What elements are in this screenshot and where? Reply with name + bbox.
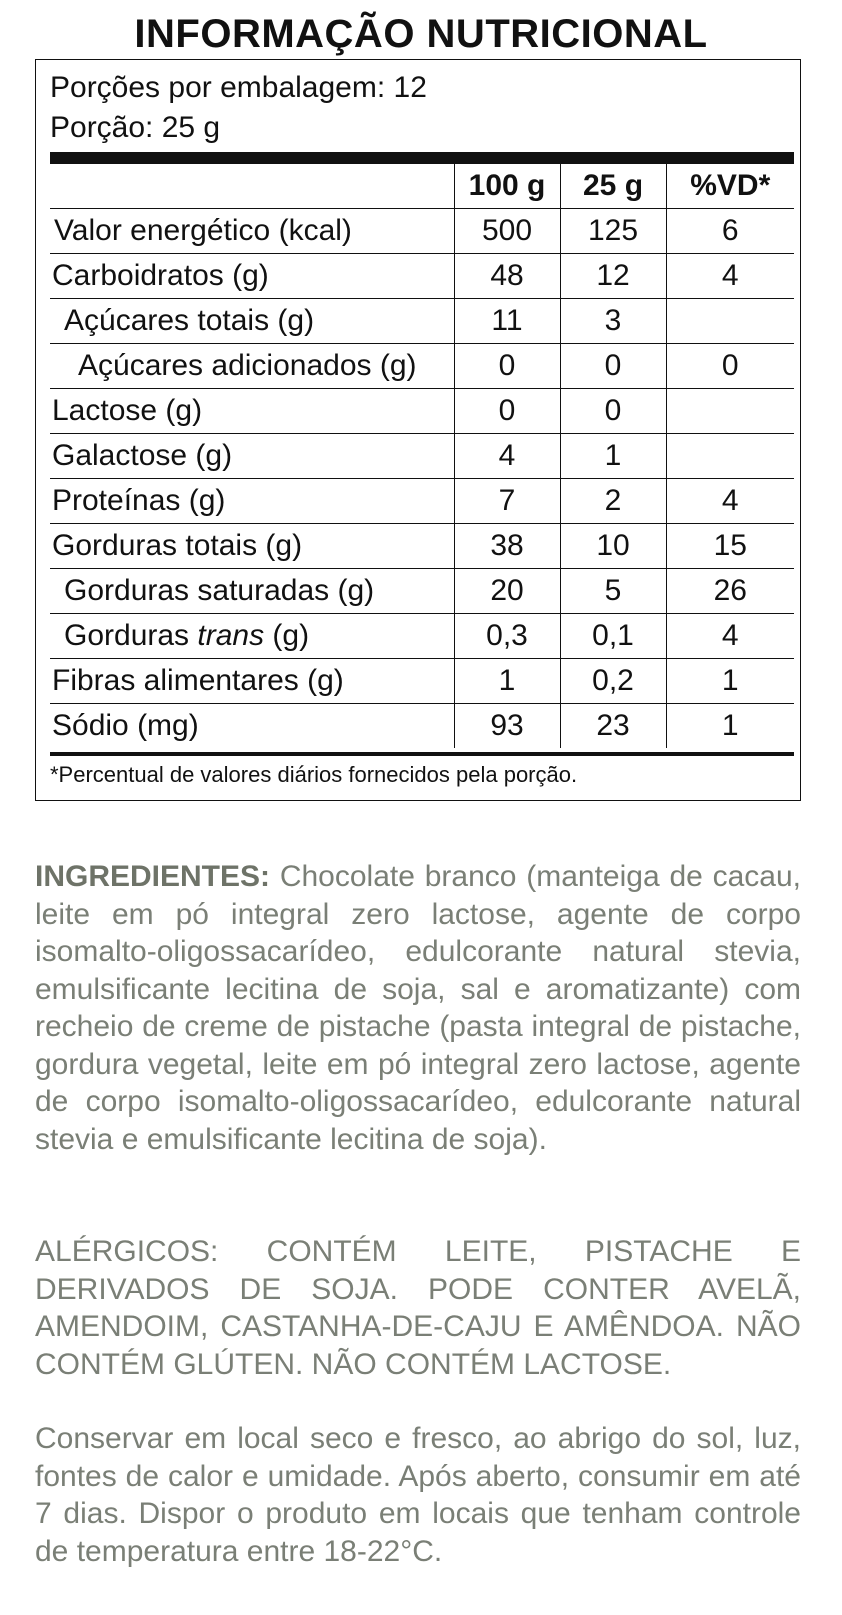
value-25g: 125 [560,209,666,254]
table-row [50,209,794,254]
value-vd: 15 [666,524,794,569]
nutrient-name: Proteínas (g) [50,479,454,524]
nutrient-name: Fibras alimentares (g) [50,659,454,704]
value-25g: 1 [560,434,666,479]
value-vd: 4 [666,479,794,524]
nutrient-name-suffix: (g) [264,619,310,652]
table-row [50,299,794,344]
table-row [50,344,794,389]
value-100g: 500 [454,209,560,254]
nutrient-name-italic: trans [197,619,265,652]
value-25g: 10 [560,524,666,569]
ingredients-text: Chocolate branco (manteiga de cacau, leite em pó integral zero lactose, agente de corpo isomalto-oligossacarídeo, edulcorante natural stevia, emulsificante lecitina de soja, sal e aromatizante) com recheio de creme de pistache (pasta integral de pistache, gordura vegetal, leite em pó integral zero lactose, agente de corpo isomalto-oligossacarídeo, edulcorante natural stevia e emulsificante lecitina de soja). [35,860,801,1156]
table-row [50,434,794,479]
table-row [50,704,794,749]
nutrient-name: Sódio (mg) [52,709,199,742]
header-vd: %VD* [666,164,794,209]
serving-info [50,68,427,148]
header-nutrient [50,164,454,209]
value-vd: 1 [666,704,794,749]
nutrient-name: Açúcares totais (g) [50,299,454,344]
table-row [50,524,794,569]
thick-divider [50,152,794,164]
footnote: *Percentual de valores diários fornecidos pela porção. [50,762,578,787]
table-row [50,389,794,434]
value-vd [666,434,794,479]
value-25g: 0 [560,344,666,389]
value-25g: 3 [560,299,666,344]
value-100g: 4 [454,434,560,479]
value-vd [666,389,794,434]
table-row [50,659,794,704]
value-100g: 7 [454,479,560,524]
nutrient-name: Galactose (g) [50,434,454,479]
value-vd: 4 [666,614,794,659]
value-25g: 5 [560,569,666,614]
value-25g: 0,1 [560,614,666,659]
value-100g: 1 [454,659,560,704]
table-header-row [50,164,794,209]
nutrition-table [50,164,794,748]
table-row [50,479,794,524]
nutrient-name: Valor energético (kcal) [50,209,454,254]
storage-paragraph: Conservar em local seco e fresco, ao abrigo do sol, luz, fontes de calor e umidade. Após aberto, consumir em até 7 dias. Dispor o produto em locais que tenham controle de temperatura entre 18-22°C. [35,1422,801,1568]
value-25g: 12 [560,254,666,299]
value-vd: 1 [666,659,794,704]
table-row [50,614,794,659]
page-title: INFORMAÇÃO NUTRICIONAL [134,12,708,56]
value-100g: 38 [454,524,560,569]
nutrient-name: Açúcares adicionados (g) [50,344,454,389]
value-100g: 93 [454,704,560,749]
header-25g: 25 g [560,164,666,209]
value-25g: 0 [560,389,666,434]
header-100g: 100 g [454,164,560,209]
nutrient-name: Gorduras saturadas (g) [50,569,454,614]
portion-size: Porção: 25 g [50,111,221,144]
value-vd [666,299,794,344]
nutrient-name: Gorduras totais (g) [50,524,454,569]
ingredients-paragraph [35,858,801,1158]
bottom-divider [50,752,794,756]
value-100g: 0 [454,389,560,434]
value-vd: 26 [666,569,794,614]
table-row [50,254,794,299]
value-100g: 0 [454,344,560,389]
value-100g: 0,3 [454,614,560,659]
value-100g: 11 [454,299,560,344]
table-row [50,569,794,614]
nutrient-name: Lactose (g) [50,389,454,434]
nutrient-name [50,614,454,659]
value-100g: 48 [454,254,560,299]
value-vd: 0 [666,344,794,389]
value-25g: 23 [560,704,666,749]
ingredients-label: INGREDIENTES: [35,860,271,893]
nutrient-name-prefix: Gorduras [64,619,198,652]
value-vd: 6 [666,209,794,254]
nutrient-name: Carboidratos (g) [50,254,454,299]
allergens-paragraph: ALÉRGICOS: CONTÉM LEITE, PISTACHE E DERIVADOS DE SOJA. PODE CONTER AVELÃ, AMENDOIM, CASTANHA-DE-CAJU E AMÊNDOA. NÃO CONTÉM GLÚTEN. NÃO CONTÉM LACTOSE. [35,1235,801,1381]
value-25g: 0,2 [560,659,666,704]
servings-per-package: Porções por embalagem: 12 [50,71,427,104]
value-100g: 20 [454,569,560,614]
value-vd: 4 [666,254,794,299]
value-25g: 2 [560,479,666,524]
